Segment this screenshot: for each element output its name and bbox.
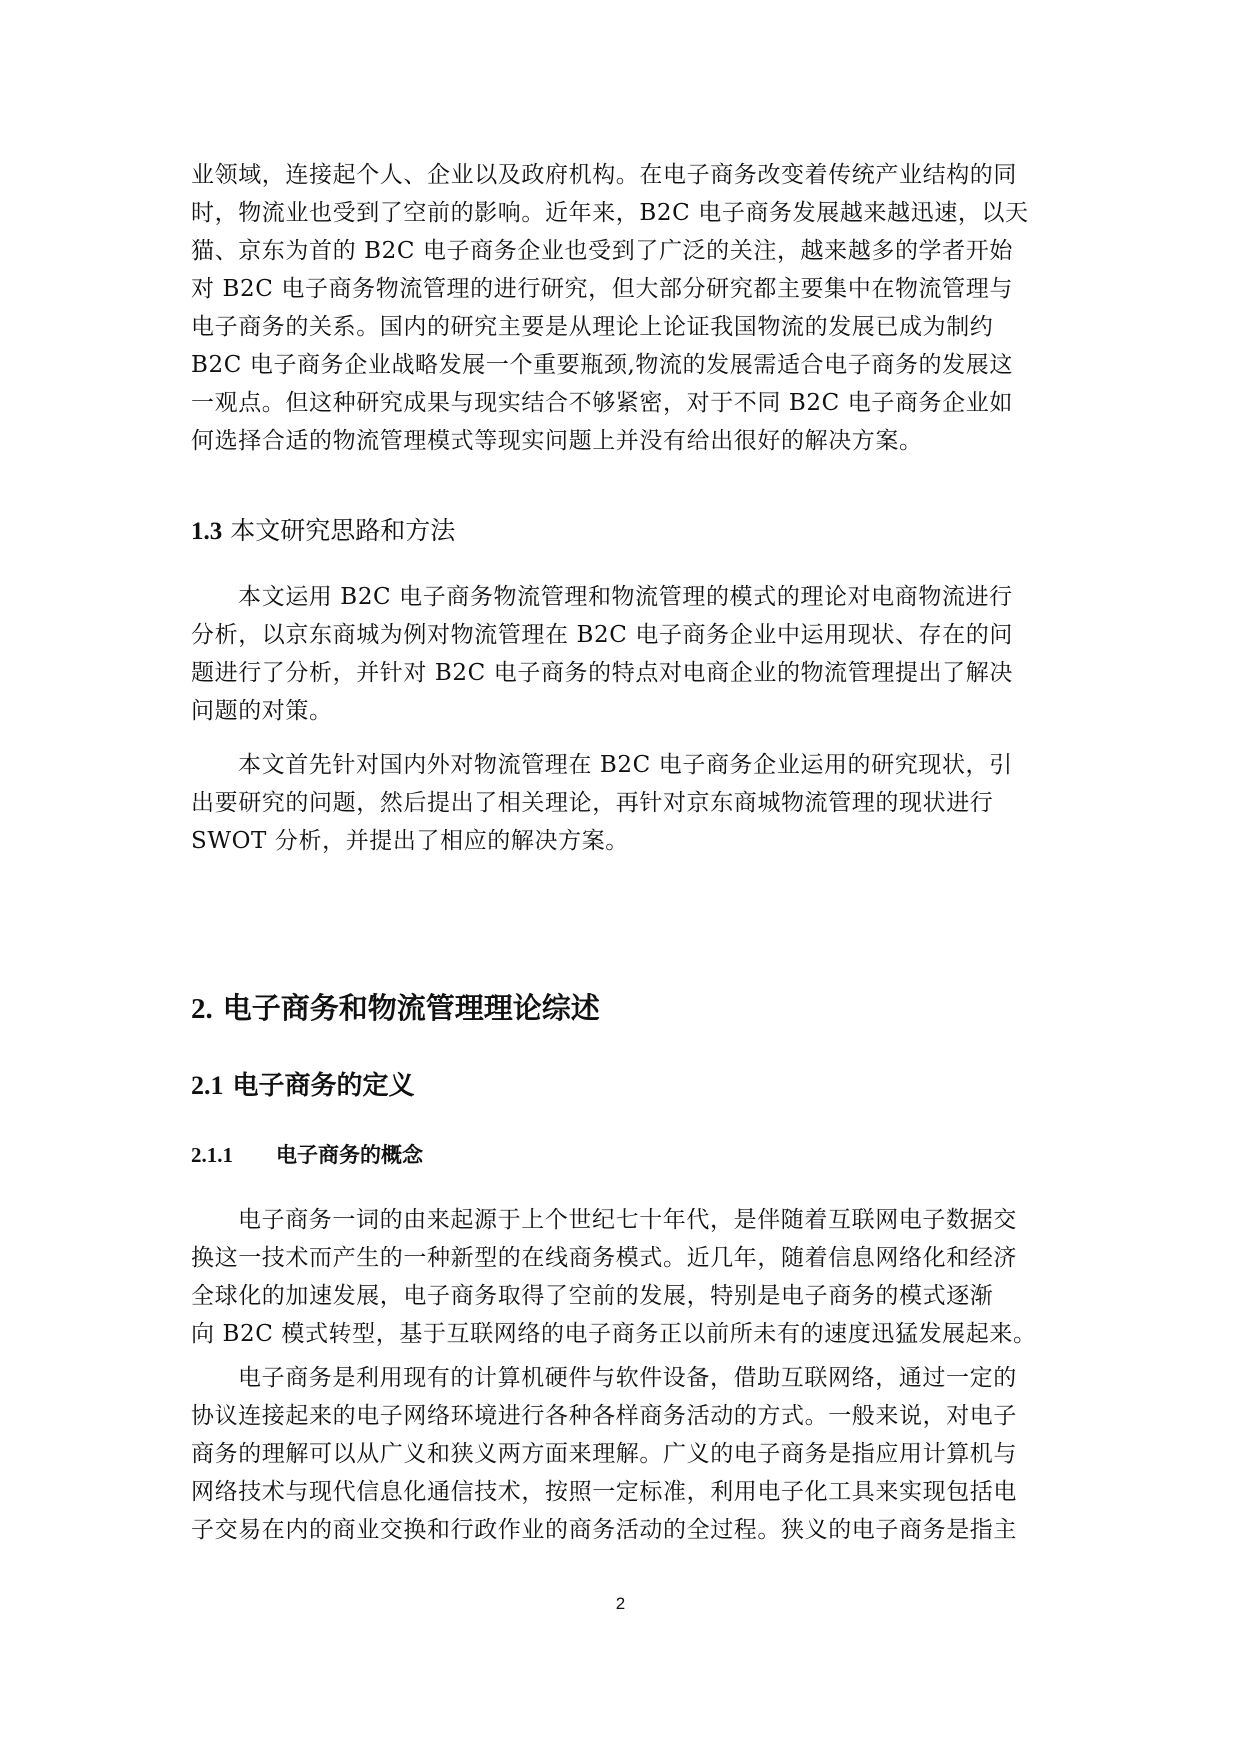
chapter-title: 电子商务和物流管理理论综述: [222, 991, 600, 1025]
text-line: 一观点。但这种研究成果与现实结合不够紧密，对于不同 B2C 电子商务企业如: [191, 390, 1013, 416]
chapter-number: 2.: [191, 993, 213, 1025]
text-line: 全球化的加速发展，电子商务取得了空前的发展，特别是电子商务的模式逐渐: [191, 1283, 994, 1309]
subsection-number: 2.1.1: [191, 1143, 233, 1167]
text-line: 电子商务的关系。国内的研究主要是从理论上论证我国物流的发展已成为制约: [191, 314, 994, 340]
text-line: 本文首先针对国内外对物流管理在 B2C 电子商务企业运用的研究现状，引: [238, 752, 1013, 778]
text-line: 电子商务是利用现有的计算机硬件与软件设备，借助互联网络，通过一定的: [238, 1365, 1017, 1391]
text-line: 电子商务一词的由来起源于上个世纪七十年代，是伴随着互联网电子数据交: [238, 1207, 1017, 1233]
subsection-heading-2-1-1: [191, 1139, 423, 1171]
text-line: 对 B2C 电子商务物流管理的进行研究，但大部分研究都主要集中在物流管理与: [191, 276, 1013, 302]
section-number: 1.3: [191, 518, 223, 545]
page-number: 2: [615, 1594, 626, 1613]
text-line: 出要研究的问题，然后提出了相关理论，再针对京东商城物流管理的现状进行: [191, 790, 994, 816]
subsection-title: 电子商务的概念: [276, 1143, 423, 1167]
text-line: B2C 电子商务企业战略发展一个重要瓶颈,物流的发展需适合电子商务的发展这: [191, 352, 1013, 378]
text-line: 协议连接起来的电子网络环境进行各种各样商务活动的方式。一般来说，对电子: [191, 1403, 1017, 1429]
text-line: 本文运用 B2C 电子商务物流管理和物流管理的模式的理论对电商物流进行: [238, 584, 1013, 610]
text-line: 题进行了分析，并针对 B2C 电子商务的特点对电商企业的物流管理提出了解决: [191, 660, 1013, 686]
text-line: 业领域，连接起个人、企业以及政府机构。在电子商务改变着传统产业结构的同: [191, 162, 1017, 188]
text-line: 猫、京东为首的 B2C 电子商务企业也受到了广泛的关注，越来越多的学者开始: [191, 238, 1013, 264]
text-line: SWOT 分析，并提出了相应的解决方案。: [191, 828, 629, 854]
text-line: 何选择合适的物流管理模式等现实问题上并没有给出很好的解决方案。: [191, 428, 923, 454]
section-number: 2.1: [191, 1071, 224, 1100]
text-line: 时，物流业也受到了空前的影响。近年来，B2C 电子商务发展越来越迅速，以天: [191, 200, 1029, 226]
chapter-heading-2: [191, 988, 600, 1029]
section-heading-1-3: [191, 513, 455, 550]
text-line: 问题的对策。: [191, 698, 333, 724]
text-line: 子交易在内的商业交换和行政作业的商务活动的全过程。狭义的电子商务是指主: [191, 1517, 1017, 1543]
text-line: 商务的理解可以从广义和狭义两方面来理解。广义的电子商务是指应用计算机与: [191, 1441, 1017, 1467]
section-heading-2-1: [191, 1067, 415, 1105]
text-line: 网络技术与现代信息化通信技术，按照一定标准，利用电子化工具来实现包括电: [191, 1479, 1017, 1505]
section-title: 电子商务的定义: [223, 1071, 415, 1101]
text-line: 分析，以京东商城为例对物流管理在 B2C 电子商务企业中运用现状、存在的问: [191, 622, 1013, 648]
section-title: 本文研究思路和方法: [222, 516, 456, 545]
text-line: 向 B2C 模式转型，基于互联网络的电子商务正以前所未有的速度迅猛发展起来。: [191, 1321, 1037, 1347]
text-line: 换这一技术而产生的一种新型的在线商务模式。近几年，随着信息网络化和经济: [191, 1245, 1017, 1271]
